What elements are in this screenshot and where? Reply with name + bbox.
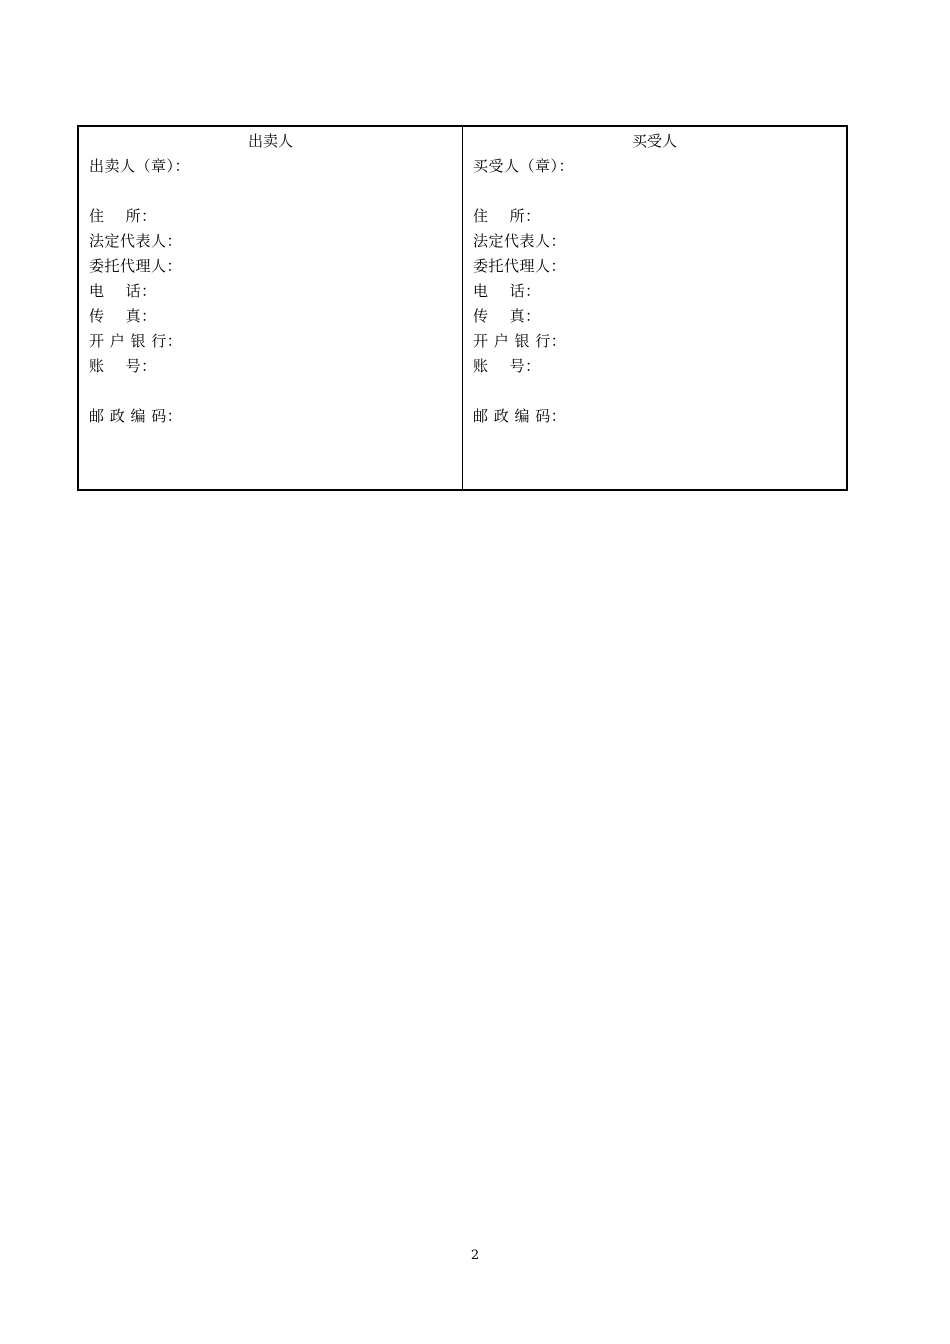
page-number: 2 (470, 1248, 480, 1263)
buyer-title: 买受人 (631, 132, 677, 150)
seller-phone-label: 电 话： (89, 282, 157, 300)
seller-spacer (89, 179, 462, 204)
buyer-spacer-2 (473, 379, 846, 404)
signature-table (77, 125, 848, 491)
seller-address-label: 住 所： (89, 207, 157, 225)
buyer-fax-label: 传 真： (473, 307, 541, 325)
seller-agent-label: 委托代理人： (89, 257, 183, 275)
buyer-agent-label: 委托代理人： (473, 257, 567, 275)
buyer-account-label: 账 号： (473, 357, 541, 375)
buyer-address-label: 住 所： (473, 207, 541, 225)
buyer-phone-label: 电 话： (473, 282, 541, 300)
buyer-legal-rep-label: 法定代表人： (473, 232, 567, 250)
buyer-bank-label: 开 户 银 行： (473, 332, 567, 350)
buyer-column (463, 127, 846, 489)
seller-spacer-2 (89, 379, 462, 404)
buyer-stamp-label: 买受人（章）： (473, 157, 575, 175)
seller-postcode-label: 邮 政 编 码： (89, 407, 183, 425)
buyer-postcode-label: 邮 政 编 码： (473, 407, 567, 425)
seller-legal-rep-label: 法定代表人： (89, 232, 183, 250)
seller-account-label: 账 号： (89, 357, 157, 375)
buyer-spacer (473, 179, 846, 204)
seller-bank-label: 开 户 银 行： (89, 332, 183, 350)
seller-column (79, 127, 463, 489)
seller-stamp-label: 出卖人（章）： (89, 157, 191, 175)
seller-fax-label: 传 真： (89, 307, 157, 325)
seller-title: 出卖人 (247, 132, 293, 150)
